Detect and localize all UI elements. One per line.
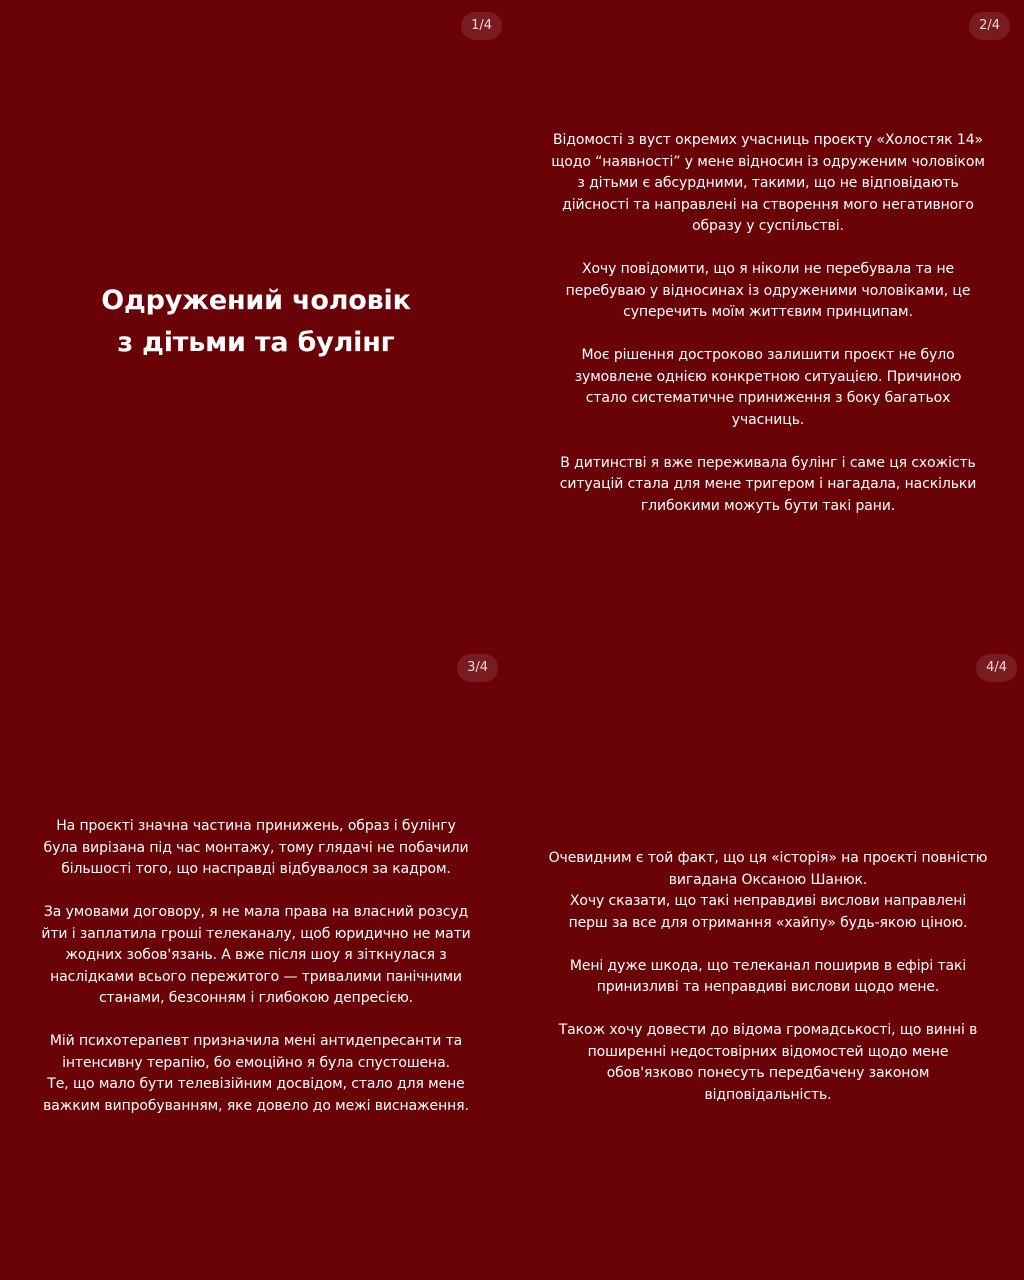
text-line: За умовами договору, я не мала права на власний розсуд — [43, 904, 469, 920]
paragraph — [532, 345, 1004, 431]
text-line: була вирізана під час монтажу, тому глядачі не побачили — [43, 839, 469, 856]
text-line: учасниць. — [731, 411, 805, 428]
text-line: вигадана Оксаною Шанюк. — [668, 871, 868, 888]
text-line: дійсності та направлені на створення мого негативного — [562, 196, 974, 213]
text-line: принизливі та неправдиві вислови щодо мене. — [596, 979, 940, 995]
text-line: з дітьми є абсурдними, такими, що не відповідають — [577, 175, 959, 191]
text-line: Мені дуже шкода, що телеканал поширив в ефірі такі — [569, 957, 967, 974]
text-line: зумовлене однією конкретною ситуацією. Причиною — [574, 368, 962, 385]
slide-3 — [0, 640, 512, 1280]
paragraph — [20, 816, 492, 881]
paragraph — [20, 902, 492, 1010]
text-line: станами, безсонням і глибокою депресією. — [98, 990, 414, 1006]
text-line: Також хочу довести до відома громадськості, що винні в — [558, 1022, 978, 1038]
slide-title — [0, 280, 512, 364]
slide-text — [532, 130, 1004, 517]
slide-4 — [512, 640, 1024, 1280]
paragraph — [20, 1031, 492, 1117]
text-line: На проєкті значна частина принижень, образ і булінгу — [56, 818, 456, 834]
text-line: перебуваю у відносинах із одруженими чоловіками, це — [565, 282, 971, 299]
text-line: жодних зобов'язань. А вже після шоу я зіткнулася з — [65, 947, 447, 963]
paragraph — [532, 848, 1004, 934]
slide-text — [20, 816, 492, 1117]
text-line: відповідальність. — [704, 1086, 832, 1103]
text-line: більшості того, що насправді відбувалося за кадром. — [61, 861, 451, 877]
text-line: наслідками всього пережитого — тривалими панічними — [50, 968, 462, 985]
paragraph — [532, 1020, 1004, 1106]
text-line: Моє рішення достроково залишити проєкт не було — [581, 347, 955, 363]
paragraph — [532, 453, 1004, 518]
text-line: Хочу повідомити, що я ніколи не перебувала та не — [581, 261, 955, 277]
text-line: глибокими можуть бути такі рани. — [640, 497, 896, 514]
text-line: Відомості з вуст окремих учасниць проєкту «Холостяк 14» — [553, 132, 983, 148]
text-line: Те, що мало бути телевізійним досвідом, стало для мене — [47, 1076, 465, 1092]
text-line: йти і заплатила гроші телеканалу, щоб юридично не мати — [41, 925, 471, 942]
text-line: щодо “наявності” у мене відносин із одруженим чоловіком — [551, 153, 985, 170]
slide-text — [532, 848, 1004, 1106]
text-line: перш за все для отримання «хайпу» будь-якою ціною. — [568, 914, 968, 931]
slide-counter: 2/4 — [969, 12, 1010, 40]
slide-counter: 3/4 — [457, 654, 498, 682]
slide-counter: 4/4 — [976, 654, 1017, 682]
text-line: ситуацій стала для мене тригером і нагадала, наскільки — [559, 476, 977, 492]
text-line: Очевидним є той факт, що ця «історія» на проєкті повністю — [548, 850, 988, 866]
paragraph — [532, 130, 1004, 238]
text-line: суперечить моїм життєвим принципам. — [623, 304, 913, 320]
paragraph — [532, 956, 1004, 999]
text-line: образу у суспільстві. — [692, 218, 844, 234]
slide-2 — [512, 0, 1024, 640]
text-line: поширенні недостовірних відомостей щодо мене — [587, 1043, 949, 1060]
paragraph — [532, 259, 1004, 324]
text-line: важким випробуванням, яке довело до межі виснаження. — [43, 1097, 469, 1114]
title-line: з дітьми та булінг — [117, 327, 395, 358]
slide-1 — [0, 0, 512, 640]
text-line: Хочу сказати, що такі неправдиві вислови направлені — [569, 893, 967, 909]
title-line: Одружений чоловік — [101, 285, 411, 316]
text-line: стало систематичне приниження з боку багатьох — [585, 390, 951, 406]
text-line: Мій психотерапевт призначила мені антидепресанти та — [49, 1033, 463, 1049]
text-line: В дитинстві я вже переживала булінг і саме ця схожість — [560, 454, 976, 471]
slide-counter: 1/4 — [461, 12, 502, 40]
text-line: обов'язково понесуть передбачену законом — [606, 1065, 930, 1081]
text-line: інтенсивну терапію, бо емоційно я була спустошена. — [62, 1054, 450, 1071]
